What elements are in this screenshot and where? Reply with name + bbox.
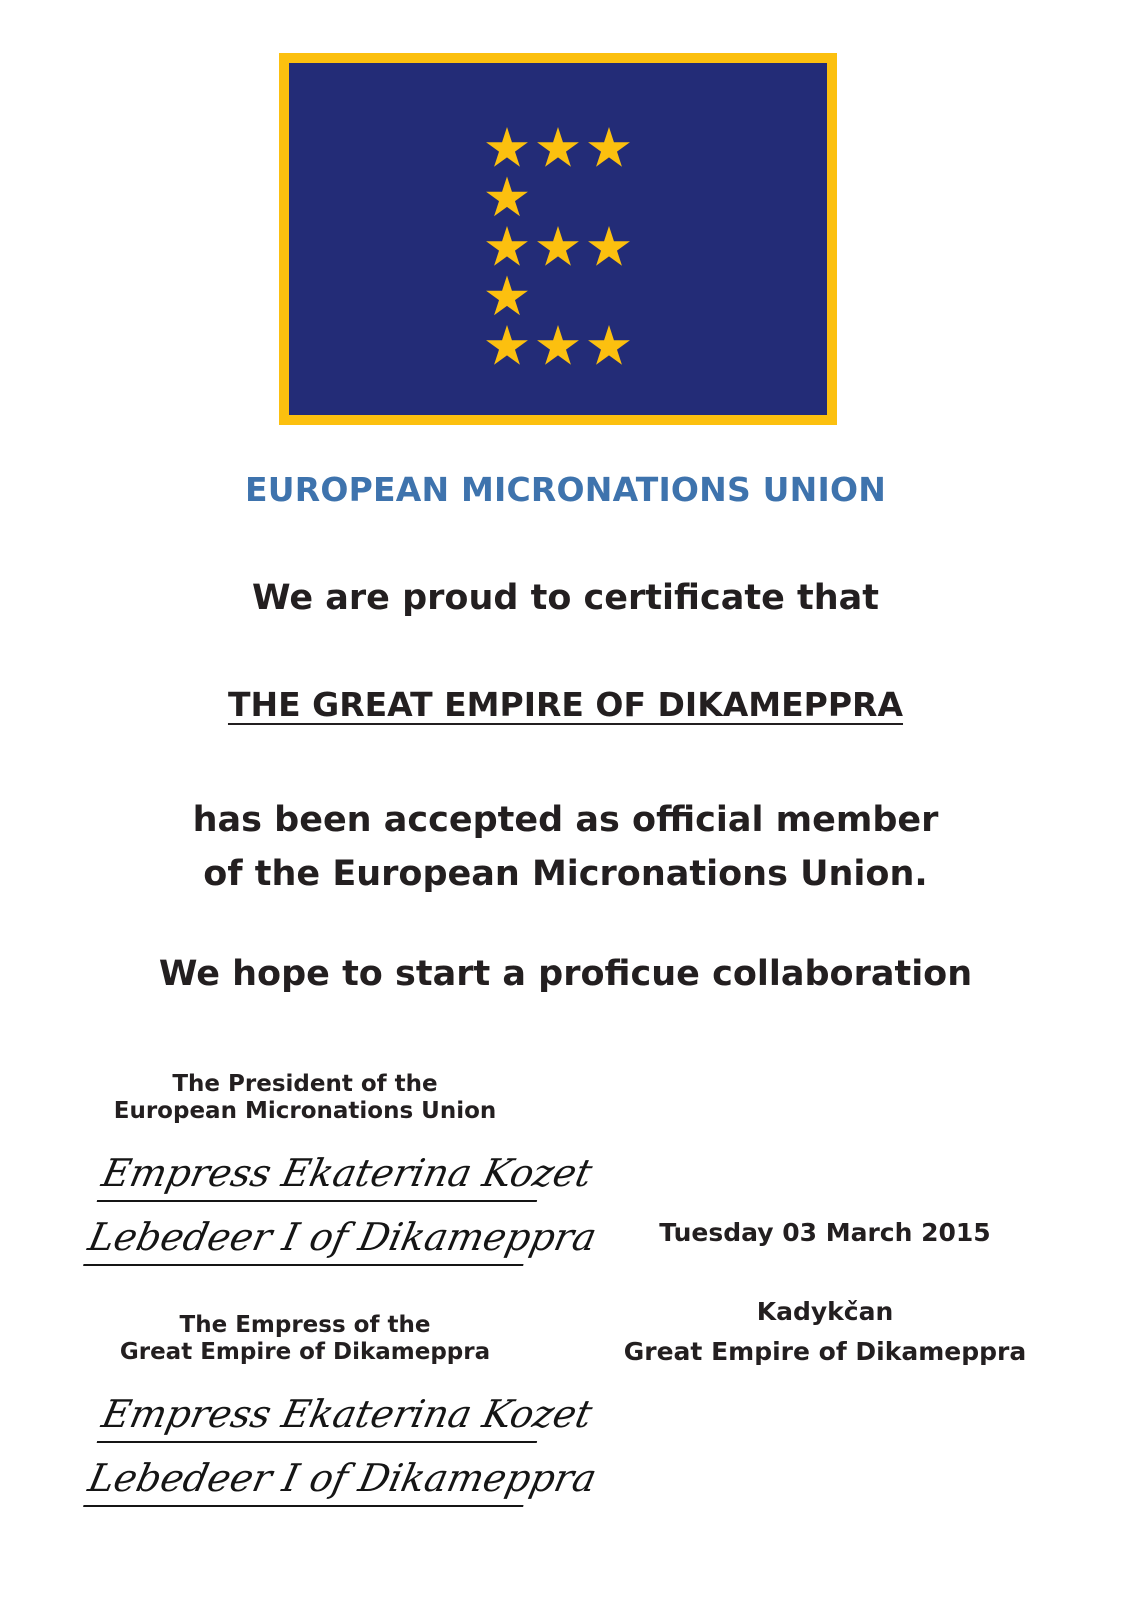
empress-title-line-2: Great Empire of Dikameppra xyxy=(119,1339,491,1365)
president-signature-line-1: Empress Ekaterina Kozet xyxy=(97,1146,549,1202)
president-title-line-1: The President of the xyxy=(172,1071,438,1097)
star-icon xyxy=(537,325,579,365)
empress-title-line-1: The Empress of the xyxy=(179,1312,431,1338)
president-signature-line-2: Lebedeer I of Dikameppra xyxy=(83,1210,535,1266)
president-title xyxy=(90,1071,520,1125)
empress-signature-line-1: Empress Ekaterina Kozet xyxy=(97,1387,549,1443)
star-icon xyxy=(486,325,528,365)
certificate-place xyxy=(600,1292,1050,1372)
certificate-intro: We are proud to certificate that xyxy=(252,578,879,618)
emu-flag xyxy=(279,53,837,425)
president-title-line-2: European Micronations Union xyxy=(113,1098,497,1124)
acceptance-statement xyxy=(0,793,1131,901)
organization-title: EUROPEAN MICRONATIONS UNION xyxy=(244,470,887,509)
star-icon xyxy=(486,226,528,266)
place-city: Kadykčan xyxy=(756,1297,894,1326)
star-icon xyxy=(588,325,630,365)
empress-signature-line-2: Lebedeer I of Dikameppra xyxy=(83,1451,535,1507)
empress-signature xyxy=(81,1387,601,1515)
president-signature xyxy=(81,1146,601,1274)
member-name-text: THE GREAT EMPIRE OF DIKAMEPPRA xyxy=(227,685,904,724)
acceptance-line-1: has been accepted as official member xyxy=(192,800,939,840)
star-icon xyxy=(486,127,528,167)
star-icon xyxy=(537,226,579,266)
collaboration-wish: We hope to start a proficue collaboration xyxy=(158,954,973,994)
star-e-emblem-icon xyxy=(289,63,827,415)
star-icon xyxy=(486,276,528,316)
acceptance-line-2: of the European Micronations Union. xyxy=(203,854,928,894)
empress-title xyxy=(90,1312,520,1366)
star-icon xyxy=(588,226,630,266)
member-name xyxy=(0,685,1131,724)
star-icon xyxy=(537,127,579,167)
certificate-date: Tuesday 03 March 2015 xyxy=(659,1218,991,1247)
star-icon xyxy=(588,127,630,167)
star-icon xyxy=(486,177,528,217)
place-country: Great Empire of Dikameppra xyxy=(623,1337,1027,1366)
